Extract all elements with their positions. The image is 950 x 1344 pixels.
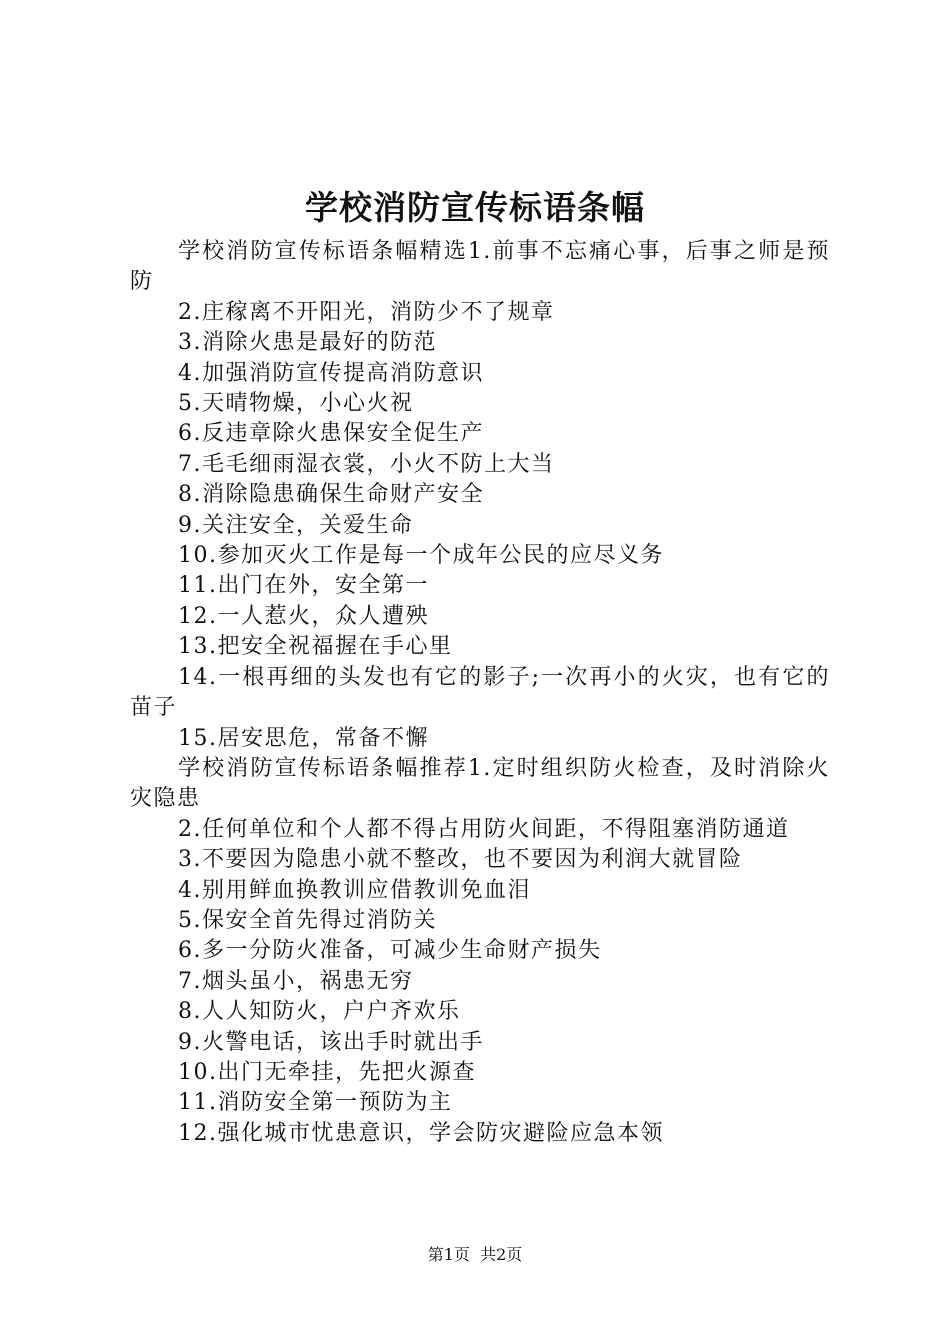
paragraph: 8.人人知防火，户户齐欢乐 bbox=[178, 999, 461, 1025]
paragraph: 11.消防安全第一预防为主 bbox=[178, 1090, 453, 1116]
paragraph: 2.庄稼离不开阳光，消防少不了规章 bbox=[178, 299, 555, 325]
paragraph: 11.出门在外，安全第一 bbox=[178, 573, 429, 599]
paragraph: 12.强化城市忧患意识，学会防灾避险应急本领 bbox=[178, 1120, 664, 1146]
paragraph: 学校消防宣传标语条幅推荐1.定时组织防火检查，及时消除火灾隐患 bbox=[130, 755, 830, 812]
paragraph: 10.出门无牵挂，先把火源查 bbox=[178, 1059, 476, 1085]
paragraph: 3.消除火患是最好的防范 bbox=[178, 330, 437, 356]
paragraph: 6.多一分防火准备，可减少生命财产损失 bbox=[178, 938, 602, 964]
paragraph: 5.天晴物燥，小心火祝 bbox=[178, 391, 414, 417]
paragraph: 7.烟头虽小，祸患无穷 bbox=[178, 968, 414, 994]
paragraph: 8.消除隐患确保生命财产安全 bbox=[178, 482, 484, 508]
paragraph: 5.保安全首先得过消防关 bbox=[178, 907, 437, 933]
paragraph: 7.毛毛细雨湿衣裳，小火不防上大当 bbox=[178, 451, 555, 477]
paragraph: 12.一人惹火，众人遭殃 bbox=[178, 603, 429, 629]
document-body bbox=[130, 237, 830, 1149]
paragraph: 14.一根再细的头发也有它的影子;一次再小的火灾，也有它的苗子 bbox=[130, 664, 830, 721]
paragraph: 6.反违章除火患保安全促生产 bbox=[178, 421, 484, 447]
paragraph: 9.关注安全，关爱生命 bbox=[178, 512, 414, 538]
paragraph: 2.任何单位和个人都不得占用防火间距，不得阻塞消防通道 bbox=[178, 816, 790, 842]
paragraph: 13.把安全祝福握在手心里 bbox=[178, 634, 453, 660]
paragraph: 15.居安思危，常备不懈 bbox=[178, 725, 429, 751]
paragraph: 9.火警电话，该出手时就出手 bbox=[178, 1029, 484, 1055]
page-footer bbox=[0, 1244, 950, 1266]
page-number: 第1页 共2页 bbox=[427, 1245, 523, 1264]
paragraph: 4.别用鲜血换教训应借教训免血泪 bbox=[178, 877, 531, 903]
paragraph: 3.不要因为隐患小就不整改，也不要因为利润大就冒险 bbox=[178, 847, 743, 873]
paragraph: 10.参加灭火工作是每一个成年公民的应尽义务 bbox=[178, 543, 664, 569]
document-title: 学校消防宣传标语条幅 bbox=[305, 188, 645, 227]
paragraph: 4.加强消防宣传提高消防意识 bbox=[178, 360, 484, 386]
paragraph: 学校消防宣传标语条幅精选1.前事不忘痛心事，后事之师是预防 bbox=[130, 239, 830, 295]
